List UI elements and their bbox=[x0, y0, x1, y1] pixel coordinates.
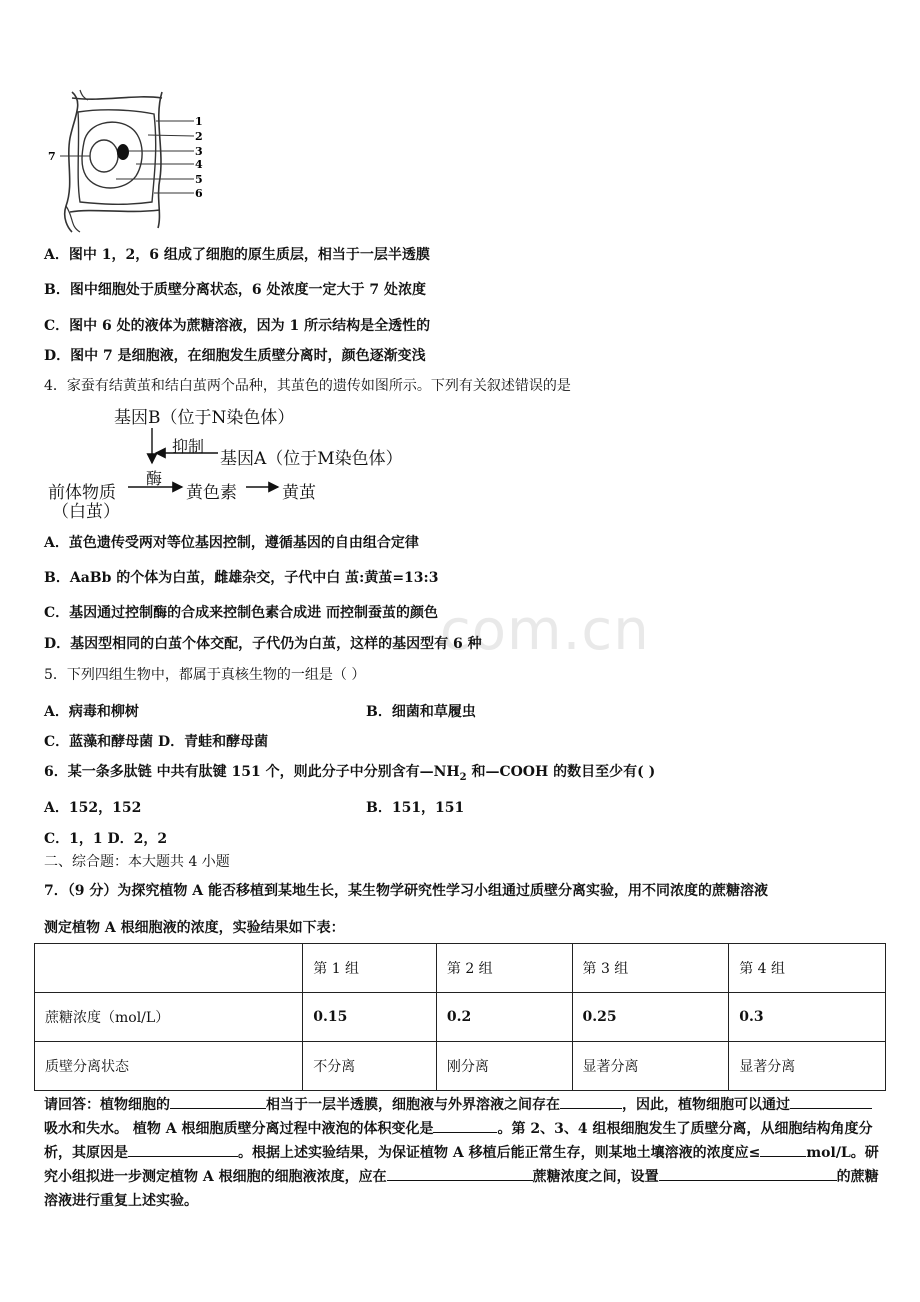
table-cell: 0.3 bbox=[729, 993, 886, 1042]
watermark: com.cn bbox=[440, 598, 650, 663]
q4-option-d[interactable] bbox=[44, 633, 482, 653]
option-letter: A． bbox=[44, 247, 69, 263]
table-cell: 0.15 bbox=[303, 993, 437, 1042]
table-cell: 0.2 bbox=[436, 993, 572, 1042]
q5-option-b[interactable]: B．细菌和草履虫 bbox=[366, 704, 476, 720]
answer-blank[interactable] bbox=[433, 1118, 497, 1133]
answer-blank[interactable] bbox=[760, 1142, 806, 1157]
q6-option-cd[interactable]: C．1，1 D．2，2 bbox=[44, 831, 168, 847]
table-cell: 显著分离 bbox=[572, 1042, 729, 1091]
q6-option-a[interactable]: A．152，152 bbox=[44, 800, 142, 816]
table-header-cell bbox=[35, 944, 303, 993]
answer-text: 。第 2、3、4 组根细胞发生了质壁分离，从细胞结构角度分析，其原因是 bbox=[44, 1121, 873, 1161]
table-header-row bbox=[35, 944, 886, 993]
label-4: 4 bbox=[195, 158, 203, 171]
q4-stem: 4．家蚕有结黄茧和结白茧两个品种，其茧色的遗传如图所示。下列有关叙述错误的是 bbox=[44, 378, 571, 394]
yellow-pigment-label: 黄色素 bbox=[186, 483, 237, 503]
option-text: 基因通过控制酶的合成来控制色素合成进 而控制蚕茧的颜色 bbox=[69, 605, 439, 621]
answer-blank[interactable] bbox=[659, 1166, 837, 1181]
table-cell: 质壁分离状态 bbox=[35, 1042, 303, 1091]
q6-subscript: 2 bbox=[459, 771, 467, 783]
option-letter: A． bbox=[44, 535, 69, 551]
q6-stem-part1: 6．某一条多肽链 中共有肽键 151 个，则此分子中分别含有—NH bbox=[44, 764, 460, 780]
label-3: 3 bbox=[195, 145, 203, 158]
answer-text: 。根据上述实验结果，为保证植物 A 移植后能正常生存，则某地土壤溶液的浓度应≤ bbox=[238, 1145, 761, 1161]
option-text: AaBb 的个体为白茧，雌雄杂交，子代中白 茧:黄茧=13:3 bbox=[69, 570, 439, 586]
answer-text: ，因此，植物细胞可以通过 bbox=[622, 1097, 790, 1113]
q7-answer-paragraph bbox=[44, 1093, 884, 1213]
table-cell: 蔗糖浓度（mol/L） bbox=[35, 993, 303, 1042]
label-2: 2 bbox=[195, 130, 203, 143]
table-cell: 不分离 bbox=[303, 1042, 437, 1091]
option-text: 基因型相同的白茧个体交配，子代仍为白茧，这样的基因型有 6 种 bbox=[70, 636, 482, 652]
option-letter: C． bbox=[44, 605, 70, 621]
table-cell: 显著分离 bbox=[729, 1042, 886, 1091]
table-header-cell: 第 4 组 bbox=[729, 944, 886, 993]
option-text: 图中 1，2，6 组成了细胞的原生质层，相当于一层半透膜 bbox=[68, 247, 430, 263]
q7-stem-line1: 7．（9 分）为探究植物 A 能否移植到某地生长，某生物学研究性学习小组通过质壁分离实验，用不同浓度的蔗糖溶液 bbox=[44, 883, 768, 899]
q7-stem-line2: 测定植物 A 根细胞液的浓度，实验结果如下表： bbox=[44, 920, 345, 936]
option-text: 图中细胞处于质壁分离状态，6 处浓度一定大于 7 处浓度 bbox=[69, 282, 426, 298]
answer-blank[interactable] bbox=[387, 1166, 533, 1181]
q6-option-b[interactable]: B．151，151 bbox=[366, 800, 465, 816]
label-7: 7 bbox=[48, 150, 56, 163]
q4-option-a[interactable] bbox=[44, 532, 419, 552]
table-cell: 0.25 bbox=[572, 993, 729, 1042]
q6-stem bbox=[44, 761, 655, 783]
section-2-heading: 二、综合题：本大题共 4 小题 bbox=[44, 854, 230, 870]
q5-stem: 5．下列四组生物中，都属于真核生物的一组是（ ） bbox=[44, 667, 366, 683]
q4-option-b[interactable] bbox=[44, 567, 438, 587]
option-letter: D． bbox=[44, 636, 71, 652]
answer-text: 相当于一层半透膜，细胞液与外界溶液之间存在 bbox=[266, 1097, 560, 1113]
enzyme-label: 酶 bbox=[146, 469, 163, 488]
table-row bbox=[35, 1042, 886, 1091]
label-5: 5 bbox=[195, 173, 203, 186]
table-row bbox=[35, 993, 886, 1042]
answer-text: 蔗糖浓度之间，设置 bbox=[532, 1169, 659, 1185]
gene-b-label: 基因B（位于N染色体） bbox=[114, 408, 295, 428]
table-header-cell: 第 1 组 bbox=[303, 944, 437, 993]
answer-text: mol/L。研究小组拟进一步测定植物 A 根细胞的细胞液浓度，应在 bbox=[44, 1145, 879, 1185]
gene-a-label: 基因A（位于M染色体） bbox=[220, 449, 403, 469]
pathway-arrows bbox=[0, 0, 400, 520]
experiment-result-table bbox=[34, 943, 886, 1091]
option-text: 茧色遗传受两对等位基因控制，遵循基因的自由组合定律 bbox=[68, 535, 419, 551]
answer-text: 请回答：植物细胞的 bbox=[44, 1097, 170, 1113]
q4-option-c[interactable] bbox=[44, 602, 438, 622]
answer-text: 的蔗糖溶液进行重复上述实验。 bbox=[44, 1169, 879, 1209]
answer-blank[interactable] bbox=[128, 1142, 238, 1157]
answer-blank[interactable] bbox=[560, 1094, 622, 1109]
option-text: 图中 6 处的液体为蔗糖溶液，因为 1 所示结构是全透性的 bbox=[69, 318, 431, 334]
yellow-cocoon-label: 黄茧 bbox=[282, 483, 316, 503]
label-6: 6 bbox=[195, 187, 203, 200]
inhibit-label: 抑制 bbox=[172, 437, 205, 456]
table-header-cell: 第 2 组 bbox=[436, 944, 572, 993]
option-letter: B． bbox=[44, 570, 70, 586]
table-header-cell: 第 3 组 bbox=[572, 944, 729, 993]
answer-blank[interactable] bbox=[790, 1094, 872, 1109]
table-cell: 刚分离 bbox=[436, 1042, 572, 1091]
label-1: 1 bbox=[195, 115, 203, 128]
option-letter: C． bbox=[44, 318, 70, 334]
option-letter: B． bbox=[44, 282, 70, 298]
answer-text: 吸水和失水。 植物 A 根细胞质壁分离过程中液泡的体积变化是 bbox=[44, 1121, 434, 1137]
option-letter: D． bbox=[44, 348, 71, 364]
answer-blank[interactable] bbox=[170, 1094, 266, 1109]
q5-option-a[interactable]: A．病毒和柳树 bbox=[44, 704, 139, 720]
q5-option-cd[interactable]: C．蓝藻和酵母菌 D．青蛙和酵母菌 bbox=[44, 734, 269, 750]
precursor-label: 前体物质 bbox=[48, 483, 116, 503]
option-text: 图中 7 是细胞液，在细胞发生质壁分离时，颜色逐渐变浅 bbox=[70, 348, 426, 364]
q6-stem-part2: 和—COOH 的数目至少有( ) bbox=[466, 764, 656, 780]
white-cocoon-label: （白茧） bbox=[52, 502, 120, 522]
